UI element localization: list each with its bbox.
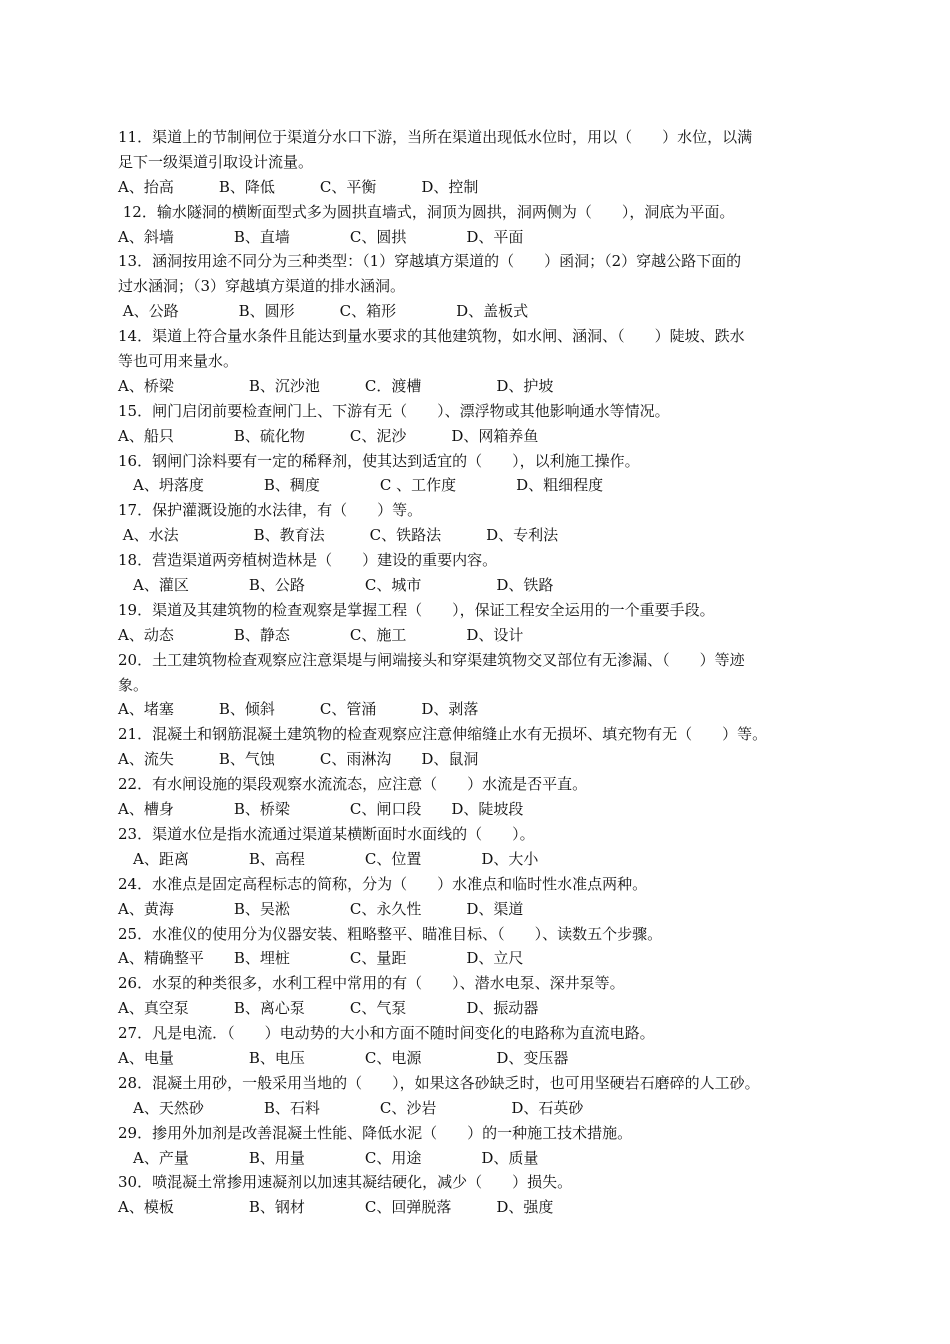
question-item [118,125,838,200]
question-item [118,399,838,449]
question-text: 23．渠道水位是指水流通过渠道某横断面时水面线的（ ）。 [118,824,535,843]
question-text: 22．有水闸设施的渠段观察水流流态，应注意（ ）水流是否平直。 [118,775,588,794]
answer-options: A、距离 B、高程 C、位置 D、大小 [118,849,539,868]
question-text: 18．营造渠道两旁植树造林是（ ）建设的重要内容。 [118,551,498,570]
answer-options: A、槽身 B、桥梁 C、闸口段 D、陡坡段 [118,800,524,819]
question-item [118,722,838,772]
question-text: 28．混凝土用砂，一般采用当地的（ ），如果这各砂缺乏时，也可用坚硬岩石磨碎的人工砂。 [118,1073,760,1092]
question-text: 24．水准点是固定高程标志的简称，分为（ ）水准点和临时性水准点两种。 [118,874,648,893]
answer-options: A、精确整平 B、埋桩 C、量距 D、立尺 [118,949,524,968]
answer-options: A、流失 B、气蚀 C、雨淋沟 D、鼠洞 [118,750,479,769]
answer-options: A、模板 B、钢材 C、回弹脱落 D、强度 [118,1198,554,1217]
answer-options: A、桥梁 B、沉沙池 C．渡槽 D、护坡 [118,376,554,395]
question-text: 13．涵洞按用途不同分为三种类型：（1）穿越填方渠道的（ ）函洞；（2）穿越公路下面的 [118,252,742,271]
question-text: 26．水泵的种类很多，水利工程中常用的有（ ）、潜水电泵、深井泵等。 [118,974,625,993]
answer-options: A、斜墙 B、直墙 C、圆拱 D、平面 [118,227,524,246]
question-text: 17．保护灌溉设施的水法律，有（ ）等。 [118,501,423,520]
question-item [118,200,838,250]
question-item [118,498,838,548]
answer-options: A、水法 B、教育法 C、铁路法 D、专利法 [118,526,559,545]
question-item [118,548,838,598]
answer-options: A、黄海 B、吴淞 C、永久性 D、渠道 [118,899,524,918]
question-text: 27．凡是电流．（ ）电动势的大小和方面不随时间变化的电路称为直流电路。 [118,1024,655,1043]
answer-options: A、真空泵 B、离心泵 C、气泵 D、振动器 [118,999,539,1018]
answer-options: A、动态 B、静态 C、施工 D、设计 [118,625,524,644]
question-item [118,822,838,872]
question-item [118,598,838,648]
question-text: 14．渠道上符合量水条件且能达到量水要求的其他建筑物，如水闸、涵洞、（ ）陡坡、跌水 [118,327,745,346]
question-text: 25．水准仪的使用分为仪器安装、粗略整平、瞄准目标、（ ）、读数五个步骤。 [118,924,663,943]
question-item [118,249,838,324]
question-text: 30．喷混凝土常掺用速凝剂以加速其凝结硬化，减少（ ）损失。 [118,1173,573,1192]
answer-options: A、电量 B、电压 C、电源 D、变压器 [118,1048,569,1067]
question-item [118,971,838,1021]
question-text: 12．输水隧洞的横断面型式多为圆拱直墙式，洞顶为圆拱，洞两侧为（ ），洞底为平面。 [118,202,735,221]
question-text: 过水涵洞；（3）穿越填方渠道的排水涵洞。 [118,277,406,296]
question-text: 21．混凝土和钢筋混凝土建筑物的检查观察应注意伸缩缝止水有无损坏、填充物有无（ ）等。 [118,725,768,744]
answer-options: A、公路 B、圆形 C、箱形 D、盖板式 [118,302,529,321]
question-text: 11．渠道上的节制闸位于渠道分水口下游，当所在渠道出现低水位时，用以（ ）水位，以满 [118,128,753,146]
question-item [118,1121,838,1171]
question-text: 15．闸门启闭前要检查闸门上、下游有无（ ）、漂浮物或其他影响通水等情况。 [118,401,670,420]
question-item [118,772,838,822]
question-text: 等也可用来量水。 [118,352,239,371]
question-text: 象。 [118,675,149,694]
answer-options: A、灌区 B、公路 C、城市 D、铁路 [118,576,554,595]
question-item [118,324,838,399]
question-item [118,648,838,723]
question-item [118,922,838,972]
question-text: 16．钢闸门涂料要有一定的稀释剂，使其达到适宜的（ ），以利施工操作。 [118,451,640,470]
answer-options: A、船只 B、硫化物 C、泥沙 D、网箱养鱼 [118,426,539,445]
answer-options: A、产量 B、用量 C、用途 D、质量 [118,1148,539,1167]
question-list [118,125,838,1220]
answer-options: A、抬高 B、降低 C、平衡 D、控制 [118,177,479,196]
answer-options: A、堵塞 B、倾斜 C、管涌 D、剥落 [118,700,479,719]
question-item [118,1021,838,1071]
question-text: 19．渠道及其建筑物的检查观察是掌握工程（ ），保证工程安全运用的一个重要手段。 [118,600,715,619]
answer-options: A、坍落度 B、稠度 C 、工作度 D、粗细程度 [118,476,604,495]
question-item [118,1071,838,1121]
answer-options: A、天然砂 B、石料 C、沙岩 D、石英砂 [118,1098,584,1117]
question-text: 29．掺用外加剂是改善混凝土性能、降低水泥（ ）的一种施工技术措施。 [118,1123,633,1142]
question-item [118,872,838,922]
question-text: 20．土工建筑物检查观察应注意渠堤与闸端接头和穿渠建筑物交叉部位有无渗漏、（ ）等迹 [118,650,745,669]
question-item [118,449,838,499]
question-text: 足下一级渠道引取设计流量。 [118,152,314,171]
question-item [118,1170,838,1220]
